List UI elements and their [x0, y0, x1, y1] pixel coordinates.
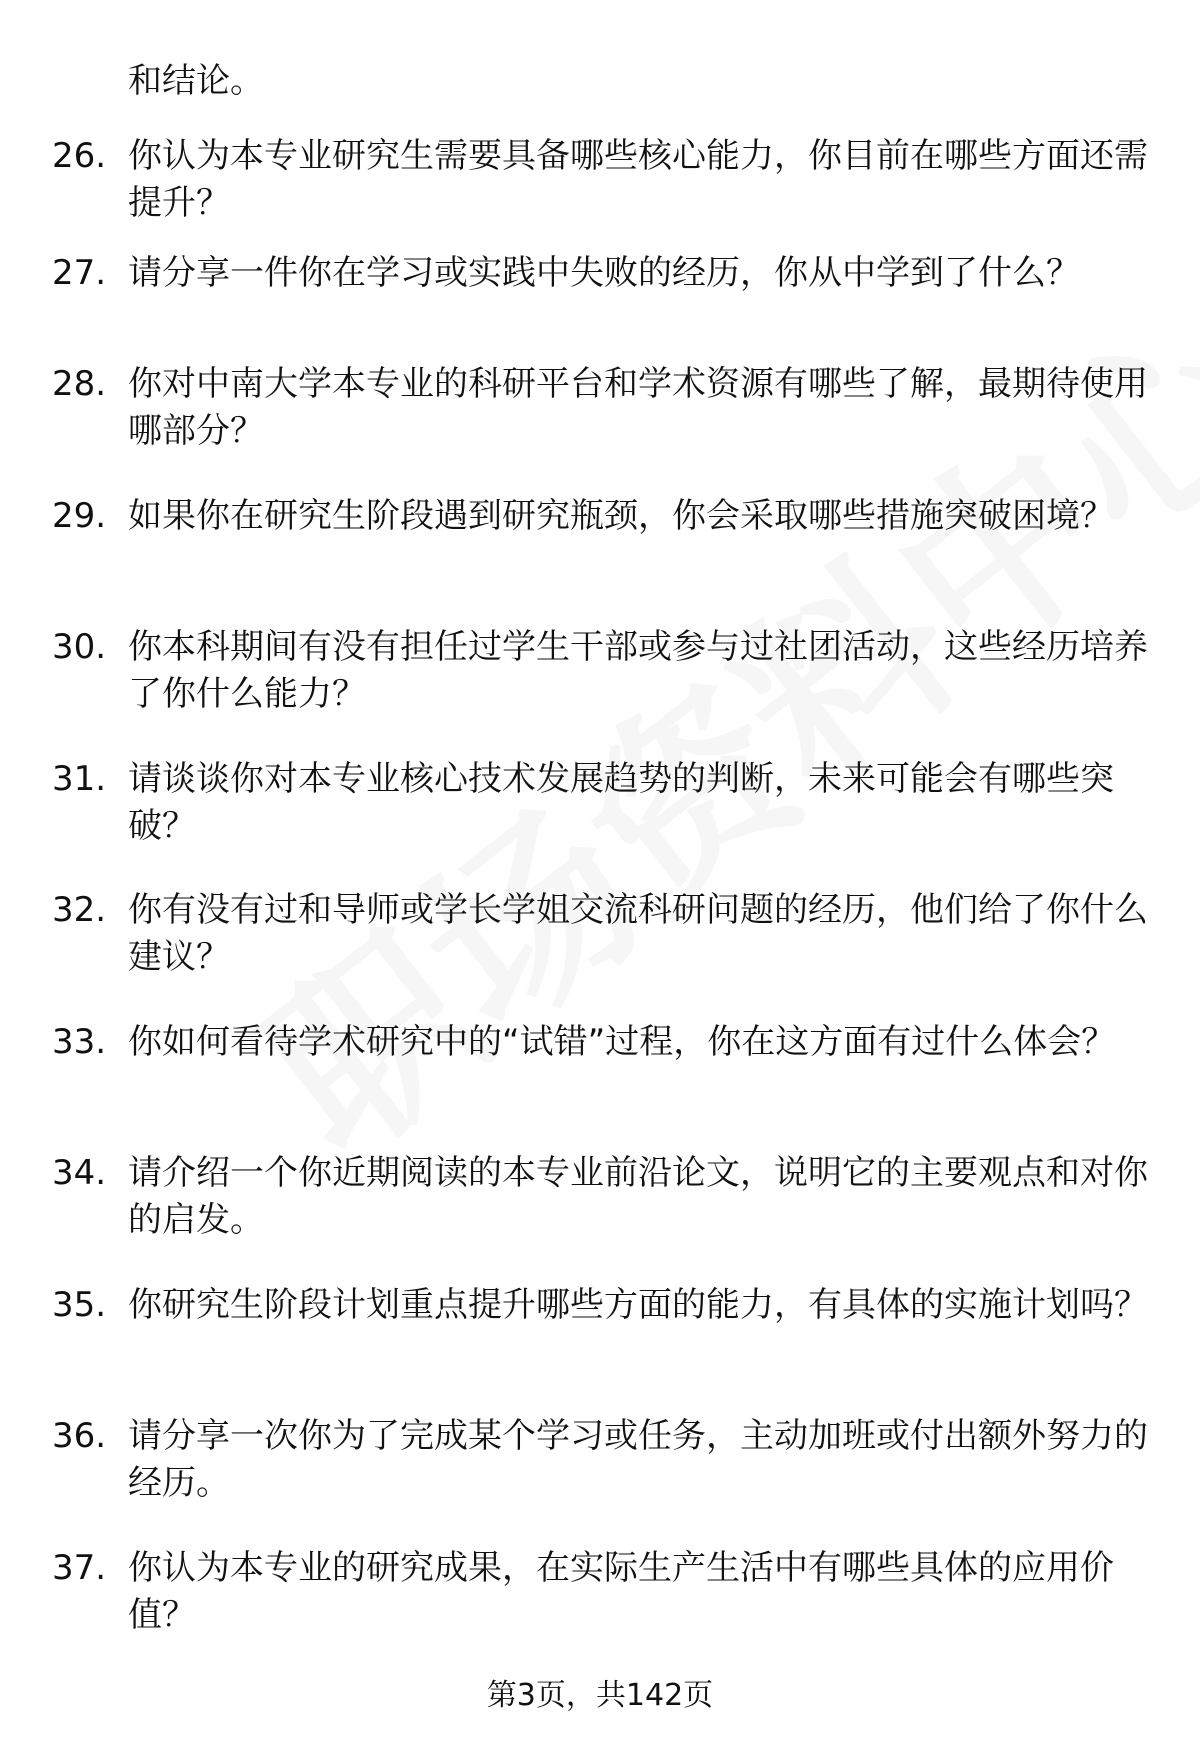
question-text: 如果你在研究生阶段遇到研究瓶颈，你会采取哪些措施突破困境？ [128, 496, 1114, 536]
question-number: 27. [52, 253, 107, 293]
question-text: 你认为本专业的研究成果，在实际生产生活中有哪些具体的应用价值？ [128, 1548, 1114, 1635]
question-number: 31. [52, 759, 107, 799]
question-text: 你认为本专业研究生需要具备哪些核心能力，你目前在哪些方面还需提升？ [128, 136, 1148, 223]
question-number: 30. [52, 627, 107, 667]
question-text: 请谈谈你对本专业核心技术发展趋势的判断，未来可能会有哪些突破？ [128, 759, 1114, 846]
question-number: 33. [52, 1022, 107, 1062]
page-footer: 第3页，共142页 [486, 1678, 714, 1713]
question-text: 你对中南大学本专业的科研平台和学术资源有哪些了解，最期待使用哪部分？ [128, 364, 1148, 451]
question-text: 你有没有过和导师或学长学姐交流科研问题的经历，他们给了你什么建议？ [128, 890, 1148, 977]
question-number: 26. [52, 136, 107, 176]
question-text: 请分享一件你在学习或实践中失败的经历，你从中学到了什么？ [128, 253, 1080, 293]
question-number: 37. [52, 1548, 107, 1588]
question-text: 请分享一次你为了完成某个学习或任务，主动加班或付出额外努力的经历。 [128, 1416, 1148, 1503]
question-text: 请介绍一个你近期阅读的本专业前沿论文，说明它的主要观点和对你的启发。 [128, 1153, 1148, 1240]
question-number: 34. [52, 1153, 107, 1193]
question-number: 32. [52, 890, 107, 930]
question-number: 35. [52, 1285, 107, 1325]
question-text: 你如何看待学术研究中的“试错”过程，你在这方面有过什么体会？ [128, 1022, 1116, 1062]
question-number: 28. [52, 364, 107, 404]
continuation-text: 和结论。 [128, 61, 264, 101]
question-number: 36. [52, 1416, 107, 1456]
question-text: 你研究生阶段计划重点提升哪些方面的能力，有具体的实施计划吗？ [128, 1285, 1148, 1325]
question-text: 你本科期间有没有担任过学生干部或参与过社团活动，这些经历培养了你什么能力？ [128, 627, 1148, 714]
question-number: 29. [52, 496, 107, 536]
